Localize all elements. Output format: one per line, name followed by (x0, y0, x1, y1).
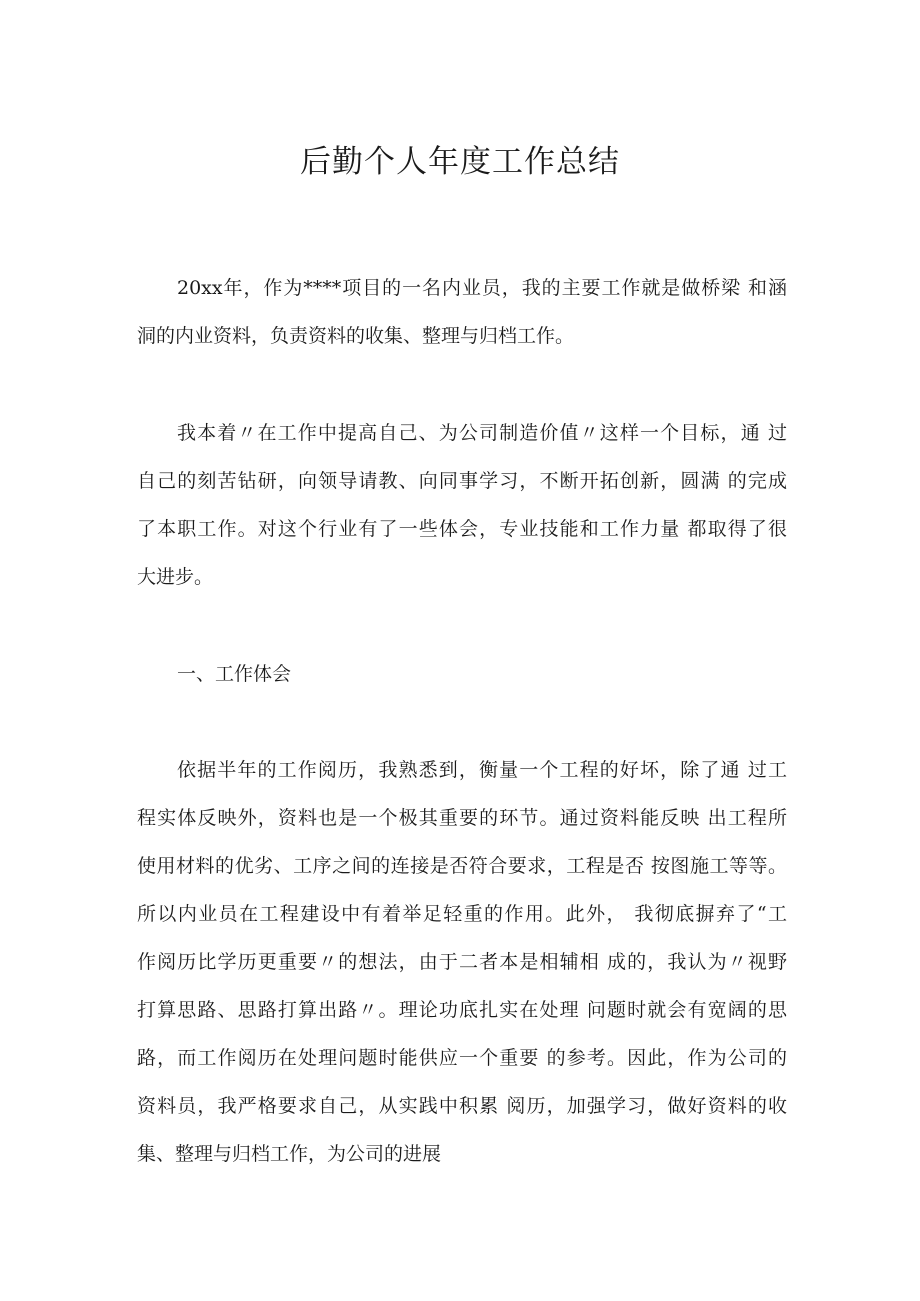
paragraph-line: 了本职工作。对这个行业有了一些体会，专业技能和工作力量 都取得了很 (137, 518, 787, 540)
section-heading-text: 一、工作体会 (177, 663, 292, 685)
paragraph-line: 我本着〃在工作中提高自己、为公司制造价值〃这样一个目标，通 过 (177, 422, 787, 444)
paragraph-line: 作阅历比学历更重要〃的想法，由于二者本是相辅相 成的，我认为〃视野 (137, 951, 787, 973)
paragraph-line: 大进步。 (137, 566, 214, 588)
section-heading (137, 650, 787, 698)
paragraph-line: 洞的内业资料，负责资料的收集、整理与归档工作。 (137, 325, 575, 347)
paragraph-line: 所以内业员在工程建设中有着举足轻重的作用。此外， 我彻底摒弃了“工 (137, 903, 787, 925)
paragraph-line: 打算思路、思路打算出路〃。理论功底扎实在处理 问题时就会有宽阔的思 (137, 999, 787, 1021)
paragraph-line: 资料员，我严格要求自己，从实践中积累 阅历，加强学习，做好资料的收 (137, 1095, 787, 1117)
paragraph-line: 使用材料的优劣、工序之间的连接是否符合要求，工程是否 按图施工等等。 (137, 855, 787, 877)
paragraph-line: 路，而工作阅历在处理问题时能供应一个重要 的参考。因此，作为公司的 (137, 1047, 787, 1069)
paragraph-intro (137, 264, 787, 360)
paragraph-line: 自己的刻苦钻研，向领导请教、向同事学习，不断开拓创新，圆满 的完成 (137, 470, 787, 492)
paragraph-line: 20xx年，作为****项目的一名内业员，我的主要工作就是做桥梁 和涵 (177, 277, 787, 299)
paragraph-line: 依据半年的工作阅历，我熟悉到，衡量一个工程的好坏，除了通 过工 (177, 759, 787, 781)
paragraph-line: 集、整理与归档工作，为公司的进展 (137, 1143, 442, 1165)
document-title: 后勤个人年度工作总结 (300, 144, 620, 180)
paragraph-line: 程实体反映外，资料也是一个极其重要的环节。通过资料能反映 出工程所 (137, 807, 787, 829)
paragraph-goal (137, 409, 787, 601)
paragraph-experience (137, 746, 787, 1178)
